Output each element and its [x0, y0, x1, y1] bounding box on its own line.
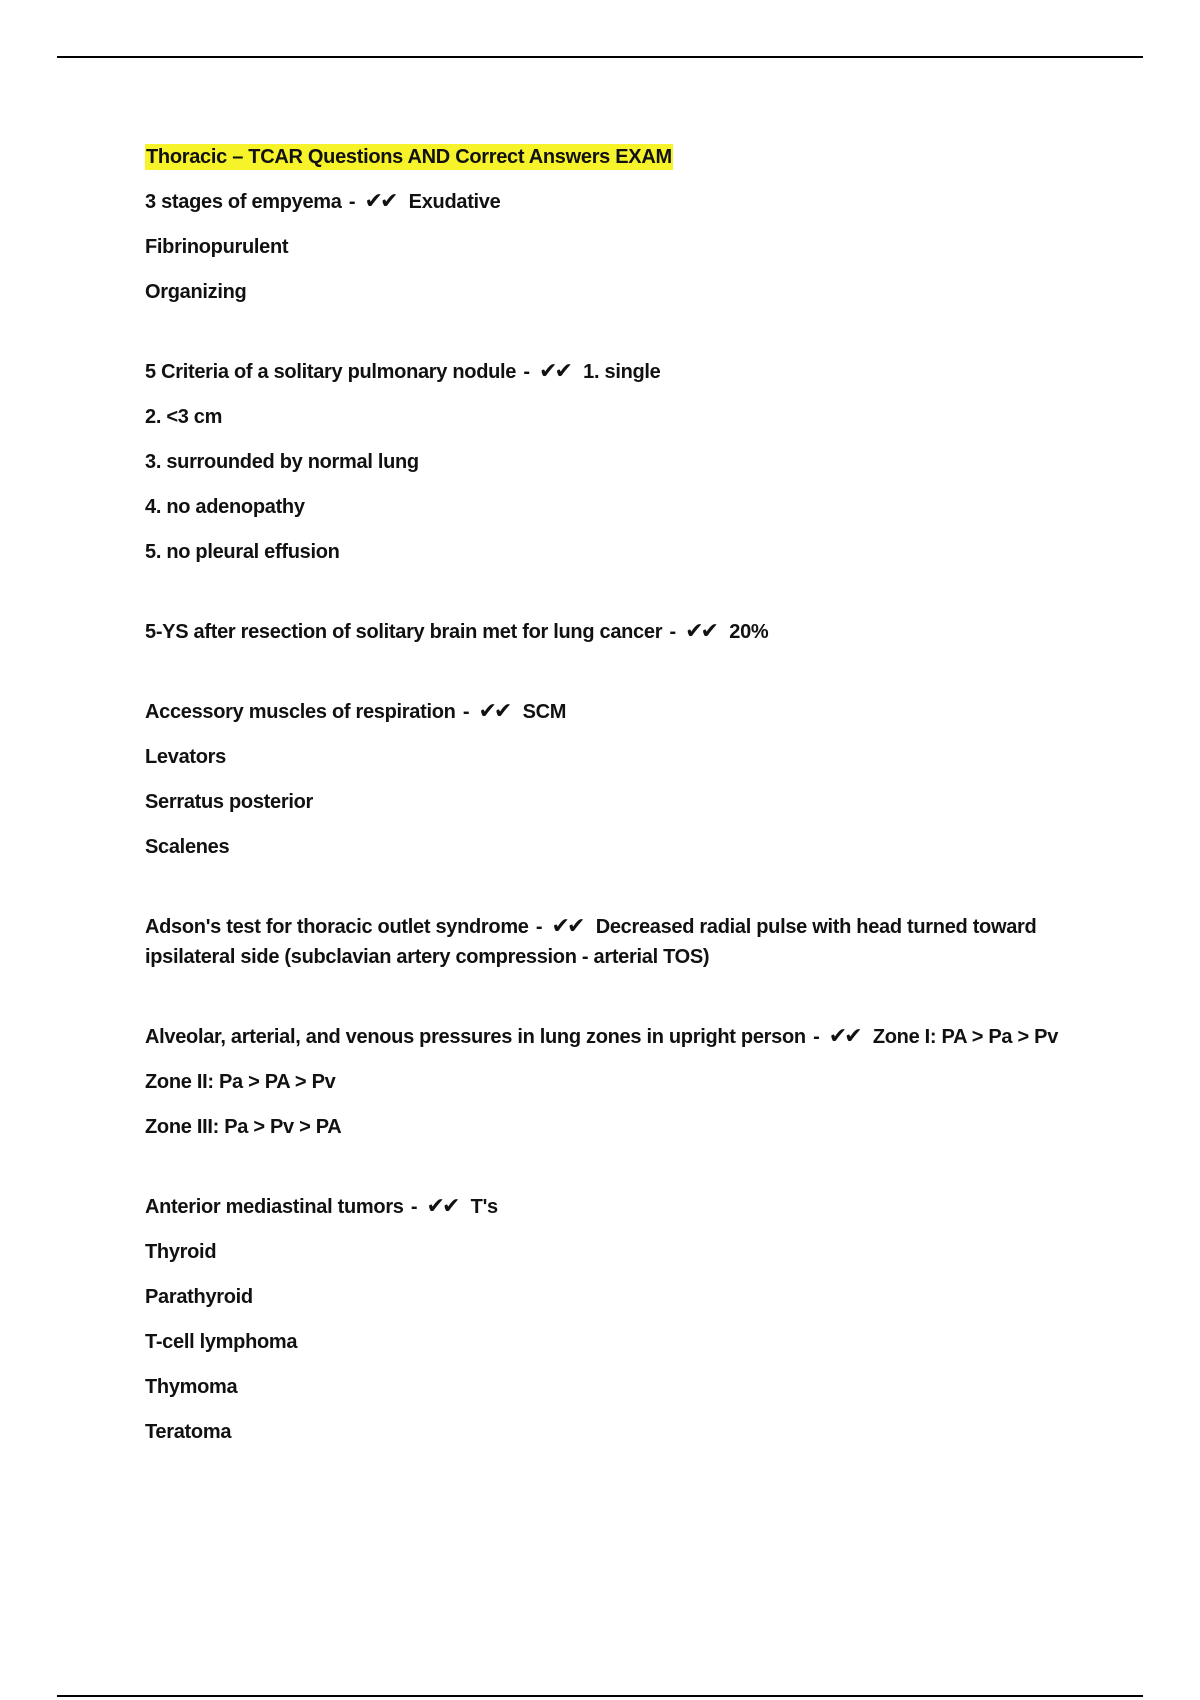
- question-line: [145, 696, 1065, 727]
- double-check-icon: ✔✔: [539, 358, 570, 383]
- title-block: [145, 144, 1065, 170]
- question-text: 5 Criteria of a solitary pulmonary nodule: [145, 361, 517, 383]
- answer-line: Zone III: Pa > Pv > PA: [145, 1116, 342, 1138]
- answer-line: 4. no adenopathy: [145, 496, 305, 518]
- question-text: Alveolar, arterial, and venous pressures in lung zones in upright person: [145, 1026, 806, 1048]
- question-text: 5-YS after resection of solitary brain met for lung cancer: [145, 621, 663, 643]
- answer-line: Thyroid: [145, 1241, 217, 1263]
- answer-text: T's: [470, 1196, 498, 1218]
- qa-item: [145, 696, 1065, 862]
- footer-rule: [57, 1695, 1143, 1697]
- question-text: Adson's test for thoracic outlet syndrome: [145, 916, 529, 938]
- answer-text: SCM: [522, 701, 567, 723]
- separator: -: [535, 916, 543, 938]
- qa-item: [145, 1021, 1065, 1142]
- question-line: [145, 1191, 1065, 1222]
- qa-item: [145, 911, 1065, 972]
- answer-text: 20%: [729, 621, 769, 643]
- double-check-icon: ✔✔: [685, 618, 716, 643]
- separator: -: [348, 191, 356, 213]
- double-check-icon: ✔✔: [426, 1193, 458, 1218]
- answer-line: Thymoma: [145, 1376, 238, 1398]
- separator: -: [410, 1196, 418, 1218]
- answer-line: 2. <3 cm: [145, 406, 223, 428]
- separator: -: [813, 1026, 820, 1048]
- question-text: Accessory muscles of respiration: [145, 701, 456, 723]
- qa-item: [145, 356, 1065, 567]
- question-text: Anterior mediastinal tumors: [145, 1196, 404, 1218]
- answer-line: Levators: [145, 746, 226, 768]
- answer-text: Zone I: PA > Pa > Pv: [872, 1026, 1059, 1048]
- answer-line: T-cell lymphoma: [145, 1331, 298, 1353]
- answer-line: Teratoma: [145, 1421, 232, 1443]
- answer-line: Fibrinopurulent: [145, 236, 289, 258]
- answer-line: Organizing: [145, 281, 247, 303]
- answer-text: Decreased radial pulse with head turned toward ipsilateral side (subclavian artery compression - arterial TOS): [145, 916, 1037, 968]
- answer-text: 1. single: [583, 361, 661, 383]
- answer-line: Zone II: Pa > PA > Pv: [145, 1071, 336, 1093]
- qa-item: [145, 616, 1065, 647]
- question-line: [145, 911, 1065, 972]
- separator: -: [523, 361, 530, 383]
- answer-line: Serratus posterior: [145, 791, 313, 813]
- separator: -: [669, 621, 676, 643]
- question-line: [145, 356, 1065, 387]
- question-line: [145, 616, 1065, 647]
- double-check-icon: ✔✔: [551, 913, 583, 938]
- separator: -: [462, 701, 470, 723]
- question-line: [145, 186, 1065, 217]
- answer-text: Exudative: [408, 191, 501, 213]
- double-check-icon: ✔✔: [364, 188, 396, 213]
- qa-item: [145, 186, 1065, 307]
- question-line: [145, 1021, 1065, 1052]
- document-title: Thoracic – TCAR Questions AND Correct Answers EXAM: [146, 146, 672, 168]
- answer-line: Scalenes: [145, 836, 230, 858]
- header-rule: [57, 56, 1143, 58]
- question-text: 3 stages of empyema: [145, 191, 342, 213]
- double-check-icon: ✔✔: [828, 1023, 860, 1048]
- double-check-icon: ✔✔: [478, 698, 510, 723]
- answer-line: 5. no pleural effusion: [145, 541, 340, 563]
- answer-line: Parathyroid: [145, 1286, 253, 1308]
- qa-item: [145, 1191, 1065, 1447]
- document-body: [145, 144, 1065, 1496]
- answer-line: 3. surrounded by normal lung: [145, 451, 419, 473]
